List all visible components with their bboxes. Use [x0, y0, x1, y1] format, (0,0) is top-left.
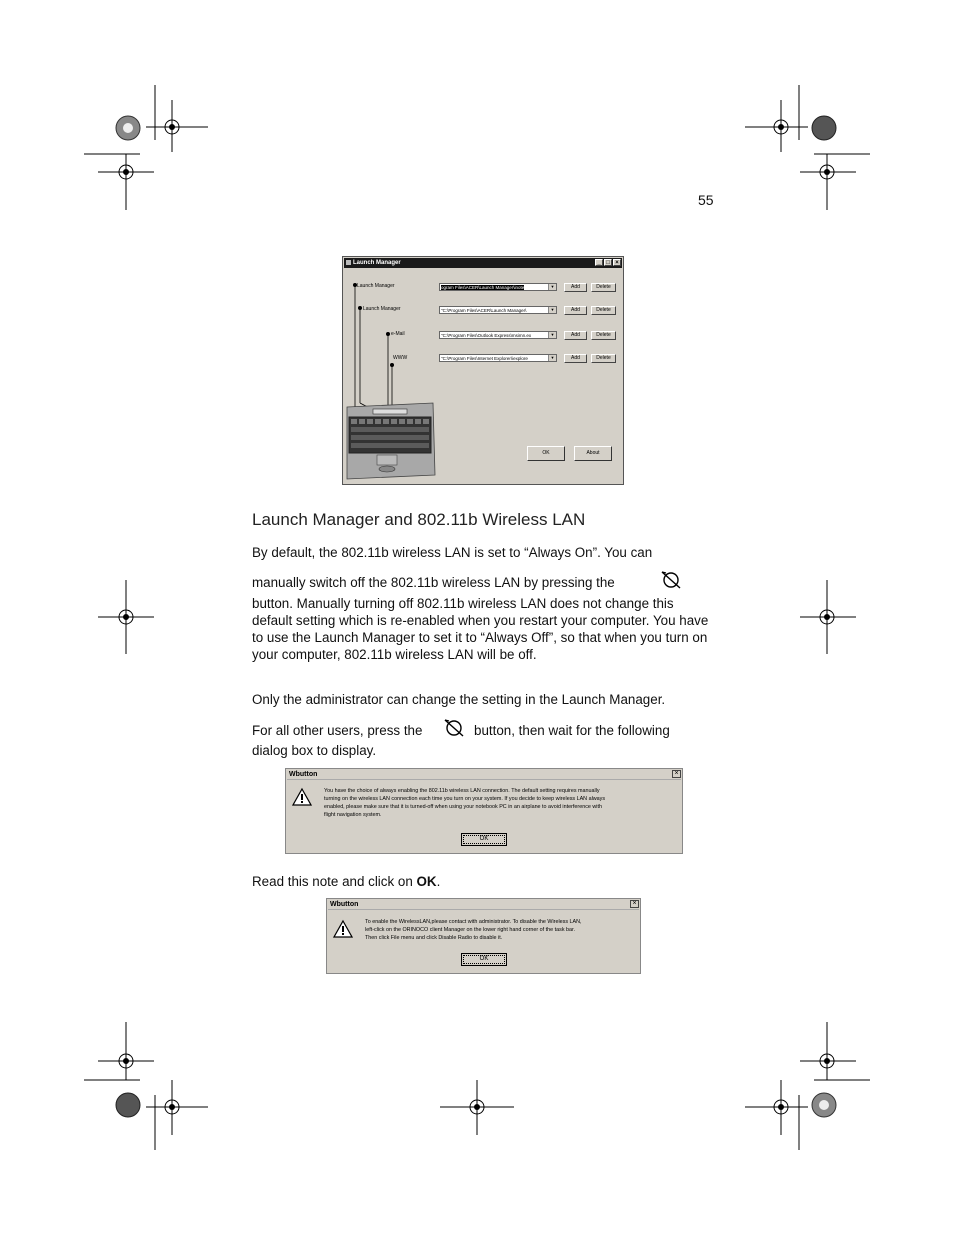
- about-button[interactable]: About: [574, 446, 612, 461]
- dialog-message-line: You have the choice of always enabling the 802.11b wireless LAN connection. The default setting requires manually: [324, 788, 600, 794]
- warning-icon: [292, 787, 312, 807]
- path-value: "C:\Program Files\Outlook Express\msimn.ex: [441, 333, 532, 338]
- dropdown-arrow-icon[interactable]: ▼: [548, 307, 556, 313]
- paragraph-other-users-before: For all other users, press the: [252, 723, 423, 738]
- read-note-text: Read this note and click on: [252, 874, 417, 889]
- wireless-lan-icon: [659, 569, 683, 591]
- ok-emphasis: OK: [416, 874, 437, 889]
- add-button[interactable]: Add: [564, 331, 587, 340]
- warning-icon: [333, 919, 353, 939]
- delete-button[interactable]: Delete: [591, 306, 616, 315]
- delete-button[interactable]: Delete: [591, 354, 616, 363]
- ok-label: OK: [479, 836, 489, 842]
- row-label: e-Mail: [391, 331, 405, 337]
- close-button[interactable]: ×: [613, 259, 621, 266]
- wireless-lan-icon: [442, 717, 466, 739]
- read-note-period: .: [436, 874, 441, 889]
- wbutton-dialog-always-on: [285, 768, 683, 854]
- close-button[interactable]: ×: [630, 900, 639, 908]
- dialog-message-line: left-click on the ORINOCO client Manager on the lower right hand corner of the task bar.: [365, 927, 576, 933]
- delete-button[interactable]: Delete: [591, 331, 616, 340]
- ok-label: OK: [479, 956, 489, 962]
- focus-outline: [463, 835, 505, 844]
- dialog-message-line: turning on the wireless LAN connection each time you turn on your system. If you decide to keep wireless LAN always: [324, 796, 606, 802]
- dropdown-arrow-icon[interactable]: ▼: [548, 355, 556, 361]
- dropdown-arrow-icon[interactable]: ▼: [548, 332, 556, 338]
- dialog-message-line: enabled, please make sure that it is turned-off when using your notebook PC in an airplane to avoid interference with: [324, 804, 602, 810]
- page-number: 55: [698, 192, 714, 208]
- path-value: ogram Files\ACER\Launch Manager\inote: [441, 285, 525, 290]
- paragraph-manual-switch-rest: button. Manually turning off 802.11b wireless LAN does not change this default setting which is re-enabled when you restart your computer. You have to use the Launch Manager to set it to “Always Off”, so that when you turn on your computer, 802.11b wireless LAN will be off.: [252, 596, 709, 662]
- close-button[interactable]: ×: [672, 770, 681, 778]
- ok-button[interactable]: OK: [527, 446, 565, 461]
- add-button[interactable]: Add: [564, 354, 587, 363]
- focus-outline: [463, 955, 505, 964]
- path-value: "C:\Program Files\ACER\Launch Manager\: [441, 308, 527, 313]
- dropdown-arrow-icon[interactable]: ▼: [548, 284, 556, 290]
- dialog-message-line: To enable the WirelessLAN,please contact with administrator. To disable the Wireless LAN,: [365, 919, 582, 925]
- paragraph-read-note: [252, 873, 722, 890]
- row-label: WWW: [393, 355, 408, 361]
- paragraph-manual-switch-line1: manually switch off the 802.11b wireless LAN by pressing the: [252, 575, 615, 590]
- paragraph-default-setting: By default, the 802.11b wireless LAN is set to “Always On”. You can: [252, 545, 653, 560]
- add-button[interactable]: Add: [564, 283, 587, 292]
- maximize-button[interactable]: □: [604, 259, 612, 266]
- paragraph-other-users-after: button, then wait for the following: [474, 723, 670, 738]
- dialog-message-line: flight navigation system.: [324, 812, 382, 818]
- path-value: "C:\Program Files\Internet Explorer\iexplore: [441, 356, 528, 361]
- paragraph-other-users-line2: dialog box to display.: [252, 743, 377, 758]
- section-heading: Launch Manager and 802.11b Wireless LAN: [252, 510, 586, 529]
- dialog-message-line: Then click File menu and click Disable Radio to disable it.: [365, 935, 503, 941]
- add-button[interactable]: Add: [564, 306, 587, 315]
- minimize-button[interactable]: _: [595, 259, 603, 266]
- dialog-title: Wbutton: [287, 770, 681, 780]
- row-label: Launch Manager: [363, 306, 401, 312]
- paragraph-administrator: Only the administrator can change the setting in the Launch Manager.: [252, 692, 666, 707]
- window-title: Launch Manager: [353, 260, 401, 266]
- row-label: Launch Manager: [357, 283, 395, 289]
- launch-manager-window: [342, 256, 624, 485]
- dialog-title: Wbutton: [328, 900, 639, 910]
- ok-button[interactable]: [461, 833, 507, 846]
- delete-button[interactable]: Delete: [591, 283, 616, 292]
- wbutton-dialog-contact-admin: [326, 898, 641, 974]
- ok-button[interactable]: [461, 953, 507, 966]
